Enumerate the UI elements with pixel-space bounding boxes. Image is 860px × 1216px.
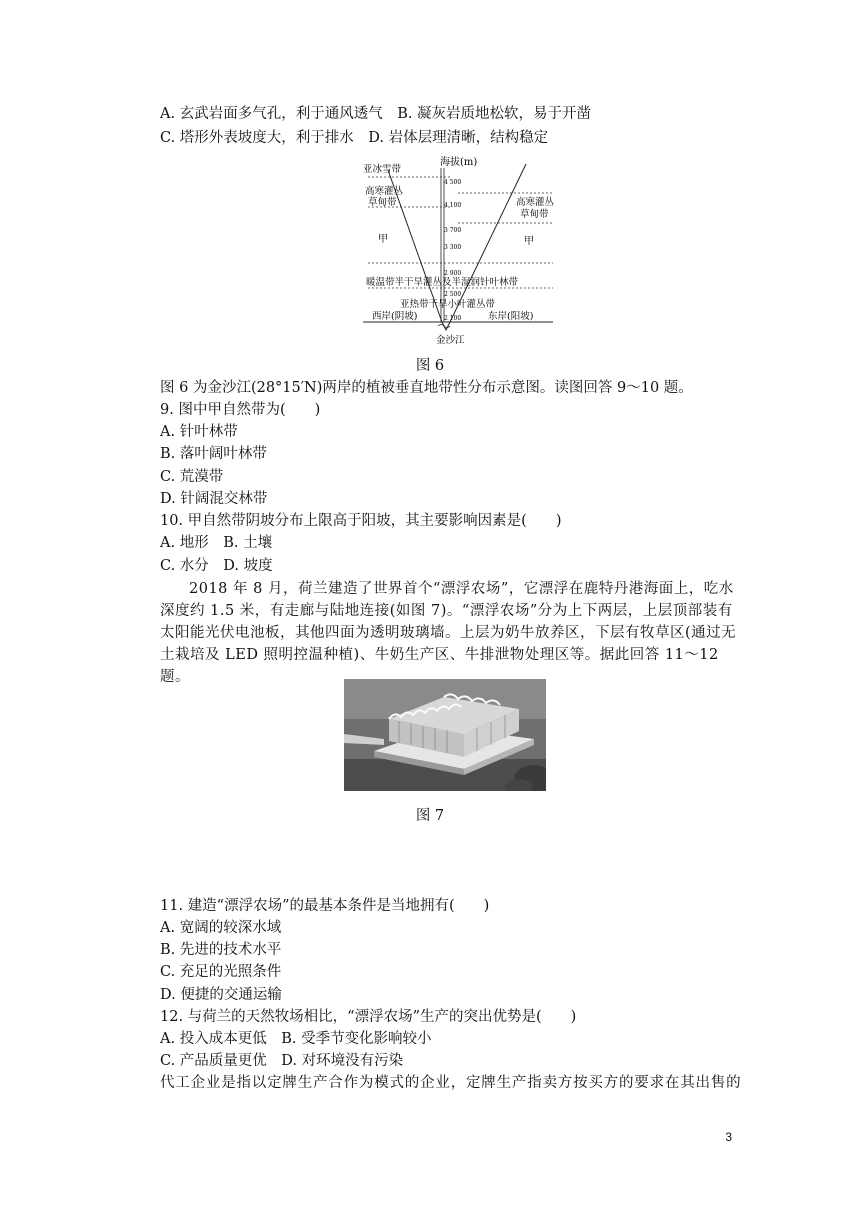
left-label-meadow: 草甸带 — [368, 197, 397, 208]
tick-2100: 2 100 — [444, 315, 462, 322]
q8-options-ab: A. 玄武岩面多气孔，利于通风透气 B. 凝灰岩质地松软，易于开凿 — [160, 106, 592, 122]
tick-3700: 3 700 — [444, 227, 462, 234]
q9-option-d: D. 针阔混交林带 — [160, 491, 268, 507]
q11-option-a: A. 宽阔的较深水域 — [160, 920, 282, 936]
figure-7-caption: 图 7 — [415, 808, 445, 824]
q12-options-cd: C. 产品质量更优 D. 对环境没有污染 — [160, 1053, 404, 1069]
page-number: 3 — [725, 1130, 732, 1144]
closing-paragraph: 代工企业是指以定牌生产合作为模式的企业，定牌生产指卖方按买方的要求在其出售的 — [160, 1075, 742, 1091]
passage-11-12: 2018 年 8 月，荷兰建造了世界首个“漂浮农场”，它漂浮在鹿特丹港海面上，吃水深度约 1.5 米，有走廊与陆地连接(如图 7)。“漂浮农场”分为上下两层，上层顶部装有太阳能光伏电池板，其他四面为透明玻璃墙。上层为奶牛放养区，下层有牧草区(通过无土栽培及 LED 照明控温种植)、牛奶生产区、牛排泄物处理区等。据此回答 11～12 题。 — [160, 581, 737, 685]
right-label-jia: 甲 — [524, 236, 534, 247]
q11-stem: 11. 建造“漂浮农场”的最基本条件是当地拥有( ) — [160, 898, 490, 914]
east-bank-label: 东岸(阳坡) — [488, 311, 534, 322]
q8-options-cd: C. 塔形外表坡度大，利于排水 D. 岩体层理清晰，结构稳定 — [160, 130, 549, 146]
figure-7-photo — [344, 679, 546, 791]
q12-options-ab: A. 投入成本更低 B. 受季节变化影响较小 — [160, 1031, 432, 1047]
tick-4100: 4 100 — [444, 202, 462, 209]
left-label-jia: 甲 — [378, 234, 388, 245]
axis-title: 海拔(m) — [440, 157, 478, 168]
right-label-meadow: 草甸带 — [520, 209, 549, 220]
q12-stem: 12. 与荷兰的天然牧场相比，“漂浮农场”生产的突出优势是( ) — [160, 1009, 577, 1025]
figure-6-diagram — [358, 150, 558, 350]
q9-option-c: C. 荒漠带 — [160, 469, 224, 485]
q11-option-c: C. 充足的光照条件 — [160, 964, 282, 980]
tick-2500: 2 500 — [444, 291, 462, 298]
tick-2900: 2 900 — [444, 270, 462, 277]
band-subtropical: 亚热带干旱小叶灌丛带 — [400, 299, 496, 310]
q10-options-ab: A. 地形 B. 土壤 — [160, 535, 273, 551]
right-label-shrub: 高寒灌丛 — [516, 197, 555, 208]
river-label: 金沙江 — [436, 335, 465, 346]
left-label-shrub: 高寒灌丛 — [365, 186, 404, 197]
q11-option-b: B. 先进的技术水平 — [160, 942, 282, 958]
q10-stem: 10. 甲自然带阴坡分布上限高于阳坡，其主要影响因素是( ) — [160, 513, 562, 529]
q9-option-a: A. 针叶林带 — [160, 424, 238, 440]
west-bank-label: 西岸(阴坡) — [372, 311, 418, 322]
tick-4500: 4 500 — [444, 179, 462, 186]
q11-option-d: D. 便捷的交通运输 — [160, 987, 282, 1003]
intro-9-10: 图 6 为金沙江(28°15′N)两岸的植被垂直地带性分布示意图。读图回答 9～10 题。 — [160, 380, 693, 396]
left-label-snow: 亚冰雪带 — [363, 164, 402, 175]
figure-6-caption: 图 6 — [415, 358, 445, 374]
band-warm-temperate: 暖温带半干旱灌丛及半湿润针叶林带 — [366, 277, 519, 288]
q10-options-cd: C. 水分 D. 坡度 — [160, 558, 273, 574]
tick-3300: 3 300 — [444, 244, 462, 251]
q9-option-b: B. 落叶阔叶林带 — [160, 446, 267, 462]
q9-stem: 9. 图中甲自然带为( ) — [160, 402, 321, 418]
